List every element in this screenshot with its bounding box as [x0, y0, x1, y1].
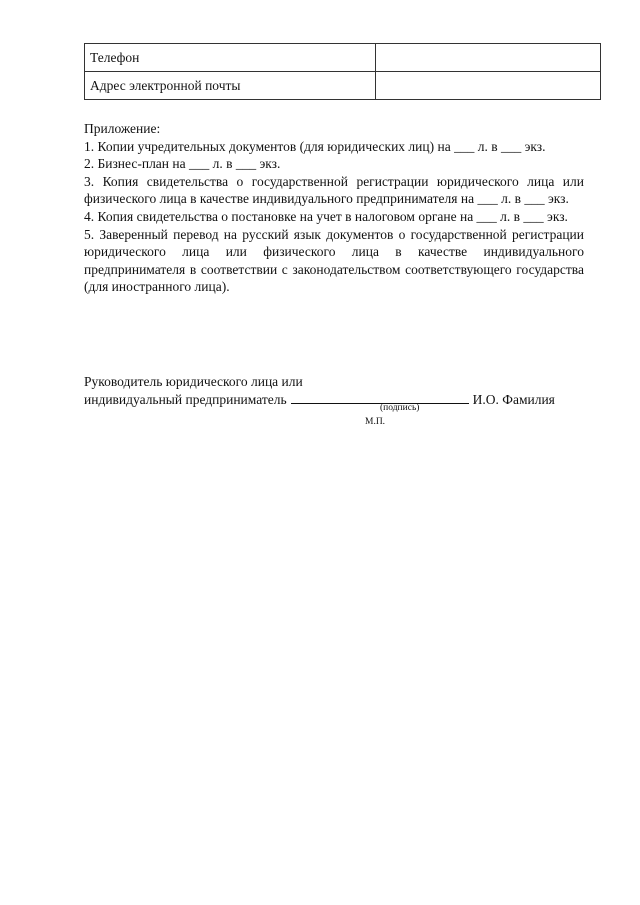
signature-block: [84, 373, 584, 408]
attachment-item-3: 3. Копия свидетельства о государственной регистрации юридического лица или физического лица в качестве индивидуального предпринимателя на ___ л. в ___ экз.: [84, 173, 584, 207]
attachment-item-4: 4. Копия свидетельства о постановке на учет в налоговом органе на ___ л. в ___ экз.: [84, 208, 568, 224]
table-row: [85, 72, 601, 100]
attachment-item-1: 1. Копии учредительных документов (для юридических лиц) на ___ л. в ___ экз.: [84, 138, 546, 154]
contacts-table: [84, 43, 601, 100]
signature-blank-line: [291, 391, 469, 404]
email-label: Адрес электронной почты: [85, 72, 376, 100]
table-row: [85, 44, 601, 72]
signature-line-2: [84, 391, 584, 409]
signature-name: И.О. Фамилия: [472, 391, 555, 407]
phone-label: Телефон: [85, 44, 376, 72]
signature-line-1: Руководитель юридического лица или: [84, 374, 303, 389]
email-value: [376, 72, 601, 100]
attachments-title: Приложение:: [84, 121, 161, 136]
signature-caption: (подпись): [380, 403, 420, 413]
attachment-item-2: 2. Бизнес-план на ___ л. в ___ экз.: [84, 156, 281, 172]
attachments-section: [84, 120, 584, 296]
signature-role: индивидуальный предприниматель: [84, 391, 287, 407]
phone-value: [376, 44, 601, 72]
seal-caption: М.П.: [365, 417, 386, 427]
attachment-item-5: 5. Заверенный перевод на русский язык документов о государственной регистрации юридического лица или физического лица в качестве индивидуального предпринимателя в соответствии с законодательством соответствующего государства (для иностранного лица).: [84, 226, 584, 295]
